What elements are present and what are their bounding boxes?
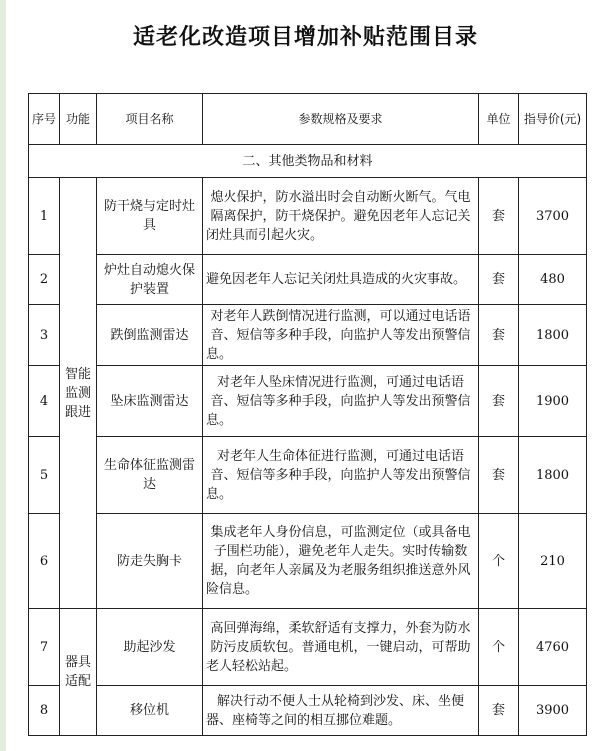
item-unit: 个 (479, 609, 519, 686)
subsidy-catalog-table (28, 93, 587, 736)
table-row (29, 514, 587, 609)
table-row (29, 178, 587, 255)
table-row (29, 366, 587, 437)
item-name: 坠床监测雷达 (97, 366, 203, 437)
item-name: 助起沙发 (97, 609, 203, 686)
func-group-adaptation: 器具适配 (60, 609, 97, 736)
item-no: 8 (29, 686, 60, 736)
item-price: 210 (519, 514, 587, 609)
table-row (29, 609, 587, 686)
page-left-edge (0, 0, 6, 751)
section-heading: 二、其他类物品和材料 (29, 145, 587, 178)
header-func: 功能 (60, 94, 97, 145)
item-unit: 套 (479, 255, 519, 305)
item-no: 7 (29, 609, 60, 686)
item-price: 1900 (519, 366, 587, 437)
header-price: 指导价(元) (519, 94, 587, 145)
item-name: 防走失胸卡 (97, 514, 203, 609)
header-row (29, 94, 587, 145)
item-spec: 集成老年人身份信息，可监测定位（或具备电子围栏功能），避免老年人走失。实时传输数据，向老年人亲属及为老服务组织推送意外风险信息。 (203, 514, 479, 609)
item-no: 1 (29, 178, 60, 255)
table-row (29, 437, 587, 514)
item-price: 480 (519, 255, 587, 305)
item-unit: 套 (479, 437, 519, 514)
header-spec: 参数规格及要求 (203, 94, 479, 145)
item-spec: 对老年人跌倒情况进行监测，可以通过电话语音、短信等多种手段，向监护人等发出预警信息。 (203, 305, 479, 366)
item-name: 跌倒监测雷达 (97, 305, 203, 366)
section-row (29, 145, 587, 178)
item-price: 1800 (519, 437, 587, 514)
table-row (29, 305, 587, 366)
item-spec: 避免因老年人忘记关闭灶具造成的火灾事故。 (203, 255, 479, 305)
item-spec: 对老年人坠床情况进行监测，可通过电话语音、短信等多种手段，向监护人等发出预警信息。 (203, 366, 479, 437)
item-unit: 套 (479, 178, 519, 255)
item-no: 3 (29, 305, 60, 366)
document-title: 适老化改造项目增加补贴范围目录 (132, 25, 478, 50)
item-unit: 个 (479, 514, 519, 609)
table-row (29, 255, 587, 305)
table-row (29, 686, 587, 736)
item-spec: 高回弹海绵，柔软舒适有支撑力，外套为防水防污皮质软包。普通电机，一键启动，可帮助老人轻松站起。 (203, 609, 479, 686)
item-unit: 套 (479, 366, 519, 437)
header-name: 项目名称 (97, 94, 203, 145)
item-no: 2 (29, 255, 60, 305)
item-unit: 套 (479, 305, 519, 366)
item-price: 1800 (519, 305, 587, 366)
item-name: 生命体征监测雷达 (97, 437, 203, 514)
item-spec: 对老年人生命体征进行监测，可通过电话语音、短信等多种手段，向监护人等发出预警信息。 (203, 437, 479, 514)
item-name: 防干烧与定时灶具 (97, 178, 203, 255)
item-unit: 套 (479, 686, 519, 736)
func-group-monitoring: 智能监测跟进 (60, 178, 97, 609)
item-no: 6 (29, 514, 60, 609)
header-seq: 序号 (29, 94, 60, 145)
item-name: 移位机 (97, 686, 203, 736)
item-no: 5 (29, 437, 60, 514)
item-name: 炉灶自动熄火保护装置 (97, 255, 203, 305)
item-spec: 解决行动不便人士从轮椅到沙发、床、坐便器、座椅等之间的相互挪位难题。 (203, 686, 479, 736)
item-no: 4 (29, 366, 60, 437)
header-unit: 单位 (479, 94, 519, 145)
item-price: 3900 (519, 686, 587, 736)
item-spec: 熄火保护，防水溢出时会自动断火断气。气电隔离保护，防干烧保护。避免因老年人忘记关闭灶具而引起火灾。 (203, 178, 479, 255)
item-price: 4760 (519, 609, 587, 686)
item-price: 3700 (519, 178, 587, 255)
